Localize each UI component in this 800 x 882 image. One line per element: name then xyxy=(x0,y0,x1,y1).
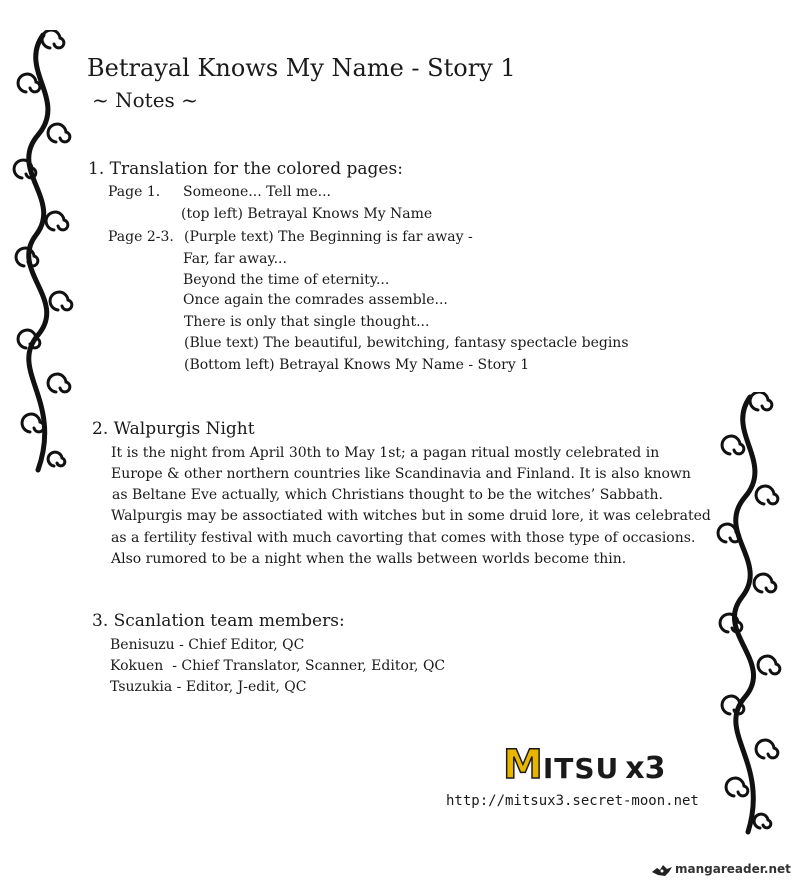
page-title: Betrayal Knows My Name - Story 1 xyxy=(87,54,516,82)
section1-page2-line: (Purple text) The Beginning is far away - xyxy=(184,229,473,245)
section1-page2-line: There is only that single thought... xyxy=(184,314,430,330)
watermark-text: mangareader.net xyxy=(675,862,791,876)
section2-line: as a fertility festival with much cavorting that comes with those type of occasions. xyxy=(111,530,696,546)
section2-line: Walpurgis may be assoctiated with witches but in some druid lore, it was celebrated xyxy=(111,508,711,524)
section3-heading: 3. Scanlation team members: xyxy=(92,611,345,631)
watermark xyxy=(651,862,791,877)
section2-line: Also rumored to be a night when the walls between worlds become thin. xyxy=(111,551,627,567)
section2-heading: 2. Walpurgis Night xyxy=(92,419,255,439)
logo-rest: ITSU xyxy=(542,752,620,785)
team-member: Kokuen - Chief Translator, Scanner, Editor, QC xyxy=(110,658,446,674)
section1-page1-line: (top left) Betrayal Knows My Name xyxy=(181,206,433,222)
section1-page1-line: Someone... Tell me... xyxy=(183,184,331,200)
section2-line: Europe & other northern countries like Scandinavia and Finland. It is also known xyxy=(111,466,691,482)
section1-page2-label: Page 2-3. xyxy=(108,229,174,245)
page-subtitle: ~ Notes ~ xyxy=(92,88,198,112)
right-swirl-ornament xyxy=(710,392,790,837)
section1-page1-label: Page 1. xyxy=(108,184,161,200)
section1-heading: 1. Translation for the colored pages: xyxy=(88,159,403,179)
section1-page2-line: Once again the comrades assemble... xyxy=(183,292,448,308)
section2-line: as Beltane Eve actually, which Christians thought to be the witches’ Sabbath. xyxy=(112,487,664,503)
section2-line: It is the night from April 30th to May 1st; a pagan ritual mostly celebrated in xyxy=(111,445,660,461)
logo-m: M xyxy=(503,742,543,788)
left-swirl-ornament xyxy=(8,30,78,475)
logo-x3: x3 xyxy=(625,751,666,786)
section1-page2-line: Beyond the time of eternity... xyxy=(183,272,390,288)
mitsux3-logo xyxy=(503,742,665,788)
site-url[interactable]: http://mitsux3.secret-moon.net xyxy=(446,793,699,809)
team-member: Benisuzu - Chief Editor, QC xyxy=(110,637,305,653)
section1-page2-line: Far, far away... xyxy=(183,251,287,267)
section1-page2-line: (Bottom left) Betrayal Knows My Name - Story 1 xyxy=(184,357,530,373)
team-member: Tsuzukia - Editor, J-edit, QC xyxy=(110,679,307,695)
ninja-icon xyxy=(651,863,673,877)
section1-page2-line: (Blue text) The beautiful, bewitching, fantasy spectacle begins xyxy=(184,335,629,351)
